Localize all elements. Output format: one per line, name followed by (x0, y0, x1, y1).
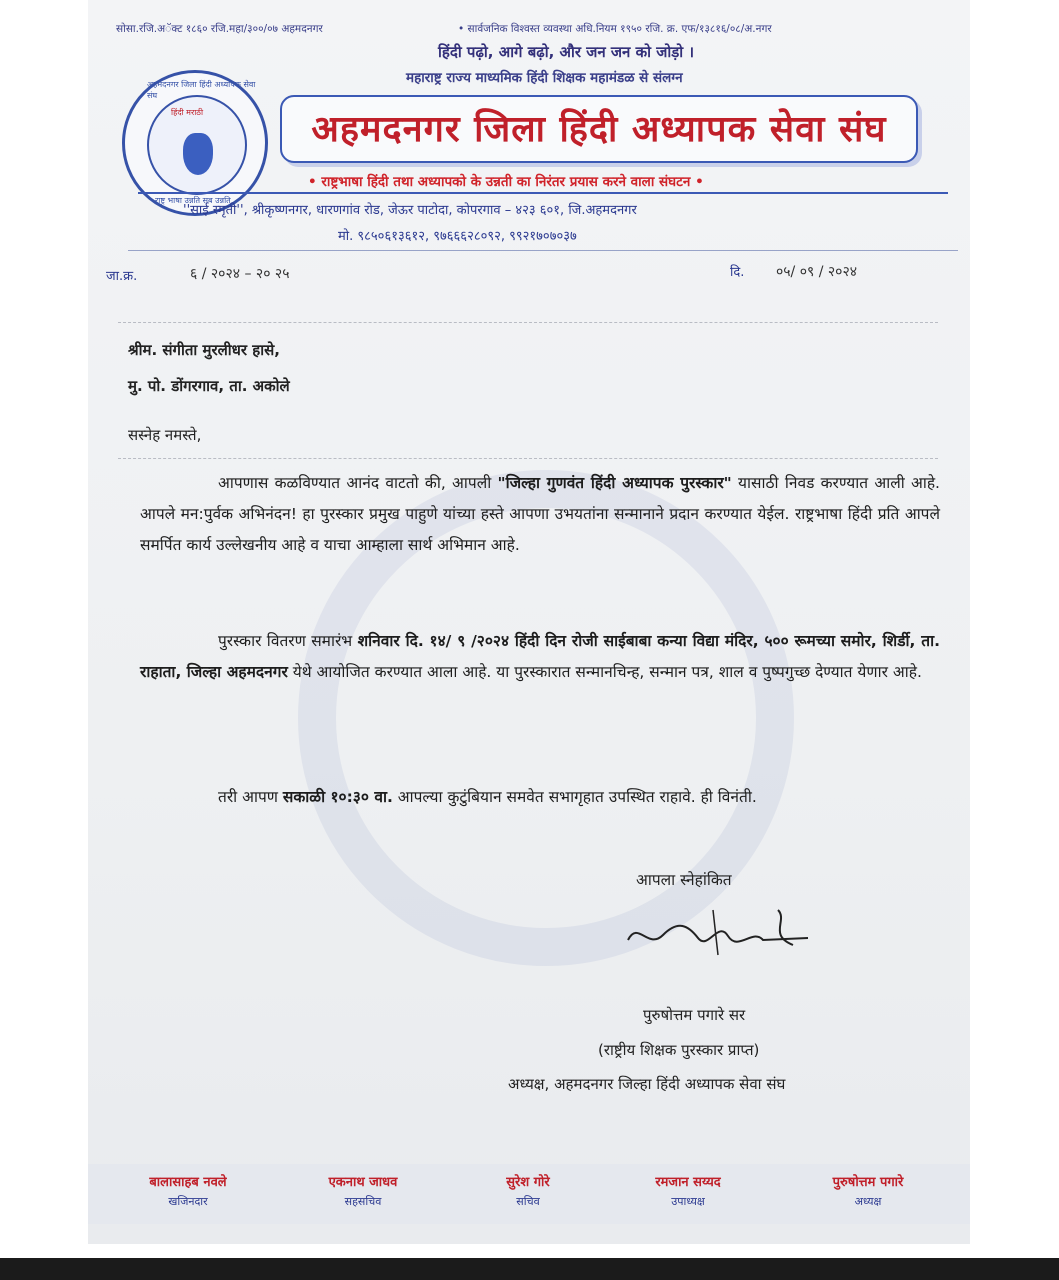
officer-name: रमजान सय्यद (655, 1175, 721, 1190)
title-box (280, 95, 918, 163)
officer-role: सहसचिव (344, 1195, 382, 1208)
officer-name: एकनाथ जाधव (328, 1175, 398, 1190)
dash-line (118, 322, 938, 323)
slogan: हिंदी पढ़ो, आगे बढ़ो, और जन जन को जोड़ो । (438, 43, 695, 61)
footer-officers (88, 1164, 970, 1224)
reference-number: ६ / २०२४ – २० २५ (190, 266, 290, 282)
signer-title: अध्यक्ष, अहमदनगर जिल्हा हिंदी अध्यापक सेवा संघ (508, 1075, 786, 1093)
recipient-name: श्रीम. संगीता मुरलीधर हासे, (128, 341, 280, 359)
closing: आपला स्नेहांकित (636, 871, 732, 889)
tagline: • राष्ट्रभाषा हिंदी तथा अध्यापको के उन्नती का निरंतर प्रयास करने वाला संघटन • (308, 174, 704, 190)
award-name: "जिल्हा गुणवंत हिंदी अध्यापक पुरस्कार" (497, 474, 732, 492)
paragraph-2-end: येथे आयोजित करण्यात आला आहे. या पुरस्कारात सन्मानचिन्ह, सन्मान पत्र, शाल व पुष्पगुच्छ देण्यात येणार आहे. (287, 663, 922, 681)
logo-inner-circle (147, 95, 247, 195)
paragraph-3-start: तरी आपण (218, 788, 283, 806)
paragraph-1 (140, 468, 940, 561)
paragraph-1-end: यासाठी निवड करण्यात आली आहे. आपले मन:पुर्वक अभिनंदन! हा पुरस्कार प्रमुख पाहुणे यांच्या हस्ते आपणा उभयतांना सन्मानाने प्रदान करण्यात येईल. राष्ट्रभाषा हिंदी प्रति आपले समर्पित कार्य उल्लेखनीय आहे व याचा आम्हाला सार्थ अभिमान आहे. (140, 474, 940, 554)
dash-line (118, 458, 938, 459)
date-label: दि. (730, 265, 745, 280)
map-icon (183, 133, 213, 175)
paragraph-3 (140, 782, 940, 813)
paragraph-2-start: पुरस्कार वितरण समारंभ (218, 632, 358, 650)
registration-right: • सार्वजनिक विश्वस्त व्यवस्था अधि.नियम १९५० रजि. क्र. एफ/१३८१६/०८/अ.नगर (458, 23, 772, 35)
logo-ring-text-top: अहमदनगर जिला हिंदी अध्यापक सेवा संघ (147, 80, 256, 100)
registration-left: सोसा.रजि.अॅक्ट १८६० रजि.महा/३००/०७ अहमदनगर (116, 23, 323, 35)
address: ''साई स्मृती'', श्रीकृष्णनगर, धारणगांव रोड, जेऊर पाटोदा, कोपरगाव – ४२३ ६०१, जि.अहमदनगर (183, 203, 637, 218)
officer-name: सुरेश गोरे (506, 1175, 550, 1190)
paragraph-2 (140, 626, 940, 688)
signature (618, 900, 818, 960)
officer-role: खजिनदार (168, 1195, 208, 1208)
recipient-address: मु. पो. डोंगरगाव, ता. अकोले (128, 377, 290, 395)
organization-title: अहमदनगर जिला हिंदी अध्यापक सेवा संघ (311, 109, 887, 150)
ceremony-details: शनिवार दि. १४/ ९ /२०२४ हिंदी दिन रोजी साईबाबा कन्या विद्या मंदिर, ५०० रूमच्या समोर, शिर्डी, ता. राहाता, जिल्हा अहमदनगर (140, 632, 940, 681)
header-divider-2 (128, 250, 958, 251)
signer-name: पुरुषोत्तम पगारे सर (643, 1006, 746, 1024)
affiliation: महाराष्ट्र राज्य माध्यमिक हिंदी शिक्षक महामंडळ से संलग्न (406, 70, 683, 86)
organization-logo (122, 70, 268, 216)
letterhead-page (88, 0, 970, 1244)
officer-name: पुरुषोत्तम पगारे (832, 1175, 904, 1190)
officer-role: उपाध्यक्ष (671, 1195, 705, 1208)
logo-ring-text-bottom: राष्ट्र भाषा उन्नति सब उन्नति (155, 196, 231, 205)
bottom-bar (0, 1258, 1059, 1280)
header-divider (138, 192, 948, 194)
logo-inner-text: हिंदी मराठी (171, 108, 204, 117)
ceremony-time: सकाळी १०:३० वा. (282, 788, 393, 806)
paragraph-1-start: आपणास कळविण्यात आनंद वाटतो की, आपली (218, 474, 498, 492)
mobile-numbers: मो. ९८५०६१३६१२, ९७६६६२८०९२, ९९२१७०७०३७ (338, 229, 577, 244)
paragraph-3-end: आपल्या कुटुंबियान समवेत सभागृहात उपस्थित राहावे. ही विनंती. (392, 788, 757, 806)
signer-award: (राष्ट्रीय शिक्षक पुरस्कार प्राप्त) (598, 1041, 760, 1059)
officer-role: सचिव (516, 1195, 540, 1208)
greeting: सस्नेह नमस्ते, (128, 426, 202, 444)
reference-label: जा.क्र. (106, 269, 138, 284)
letter-date: ०५/ ०९ / २०२४ (776, 264, 858, 280)
officer-name: बालासाहब नवले (149, 1175, 227, 1190)
officer-role: अध्यक्ष (854, 1195, 882, 1208)
